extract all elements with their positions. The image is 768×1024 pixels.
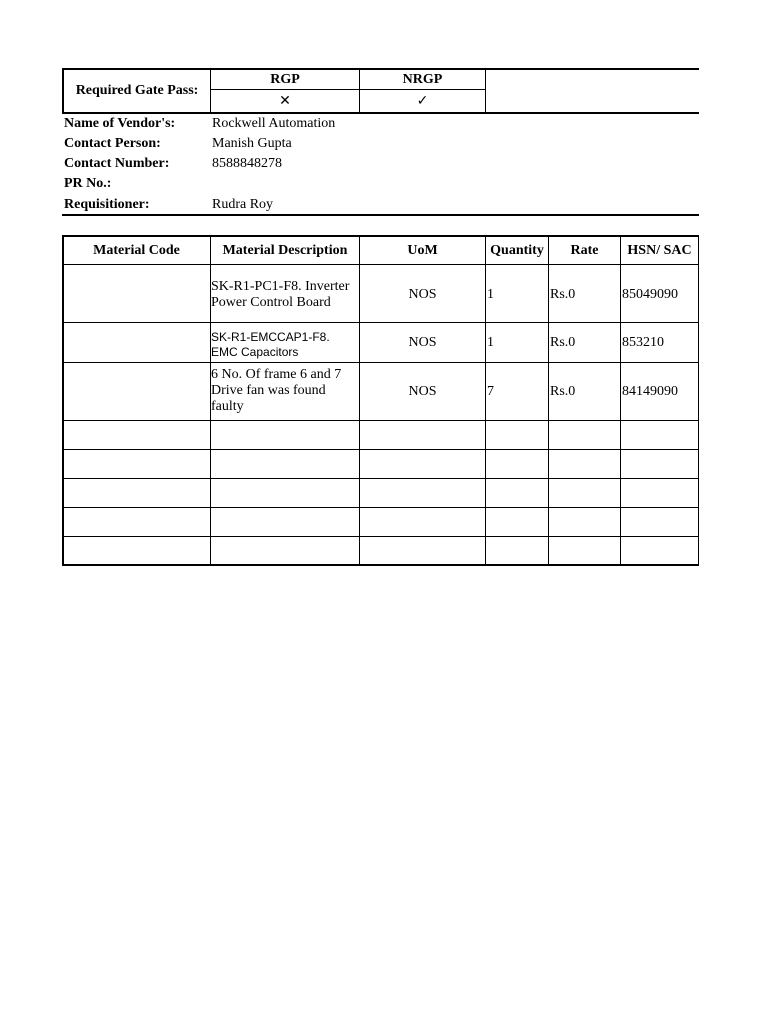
row1-rate: Rs.0: [550, 287, 576, 302]
header-quantity: Quantity: [490, 243, 544, 258]
header-material-code: Material Code: [93, 243, 180, 258]
table-rule-top: [62, 235, 699, 237]
row2-hsn: 853210: [622, 335, 664, 350]
row3-description: 6 No. Of frame 6 and 7 Drive fan was found faulty: [211, 367, 342, 414]
pr-number-label: PR No.:: [64, 176, 112, 191]
rule-vendor-bottom: [62, 214, 699, 216]
nrgp-label: NRGP: [402, 72, 443, 87]
contact-person-value: Manish Gupta: [212, 136, 292, 151]
table-rule-row6: [62, 507, 699, 508]
row1-quantity: 1: [487, 287, 494, 302]
header-rate: Rate: [570, 243, 599, 258]
table-rule-row5: [62, 478, 699, 479]
rule-gate-mid: [210, 89, 485, 90]
gate-pass-label: Required Gate Pass:: [75, 83, 199, 98]
rule-gate-col3: [485, 68, 486, 113]
table-rule-row3: [62, 420, 699, 421]
table-col-rule-3: [485, 235, 486, 565]
contact-number-value: 8588848278: [212, 156, 282, 171]
table-rule-right: [698, 235, 699, 565]
row3-quantity: 7: [487, 384, 494, 399]
requisitioner-label: Requisitioner:: [64, 197, 150, 212]
table-rule-row4: [62, 449, 699, 450]
row1-description: SK-R1-PC1-F8. Inverter Power Control Board: [211, 279, 350, 310]
header-hsn-sac: HSN/ SAC: [627, 243, 692, 258]
row2-uom: NOS: [408, 335, 437, 350]
row1-uom: NOS: [408, 287, 437, 302]
table-col-rule-2: [359, 235, 360, 565]
row3-rate: Rs.0: [550, 384, 576, 399]
contact-person-label: Contact Person:: [64, 136, 161, 151]
row3-hsn: 84149090: [622, 384, 678, 399]
header-uom: UoM: [407, 243, 438, 258]
nrgp-check-icon: ✓: [416, 93, 429, 109]
rgp-cross-icon: ✕: [279, 93, 291, 109]
rgp-label: RGP: [270, 72, 300, 87]
table-rule-row1: [62, 322, 699, 323]
requisitioner-value: Rudra Roy: [212, 197, 274, 212]
table-rule-row2: [62, 362, 699, 363]
table-rule-header: [62, 264, 699, 265]
vendor-name-value: Rockwell Automation: [212, 116, 336, 131]
row2-rate: Rs.0: [550, 335, 576, 350]
rule-gate-bottom: [62, 112, 699, 114]
vendor-name-label: Name of Vendor's:: [64, 116, 176, 131]
table-col-rule-4: [548, 235, 549, 565]
row3-uom: NOS: [408, 384, 437, 399]
table-rule-row7: [62, 536, 699, 537]
row1-hsn: 85049090: [622, 287, 678, 302]
header-material-description: Material Description: [222, 243, 348, 258]
table-rule-bottom: [62, 564, 699, 566]
table-col-rule-5: [620, 235, 621, 565]
contact-number-label: Contact Number:: [64, 156, 170, 171]
table-rule-left: [62, 235, 64, 566]
rule-top: [62, 68, 699, 70]
row2-quantity: 1: [487, 335, 494, 350]
row2-description: SK-R1-EMCCAP1-F8. EMC Capacitors: [211, 330, 330, 359]
